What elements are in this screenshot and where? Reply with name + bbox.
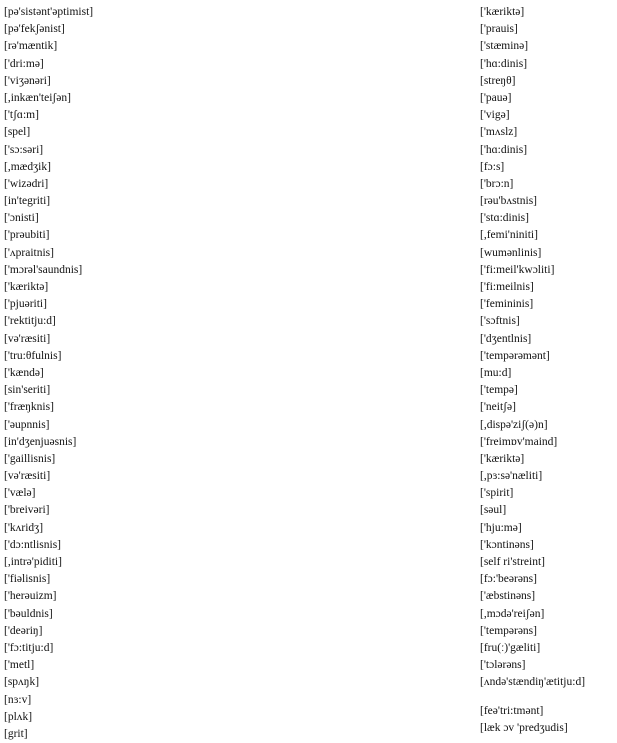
phonetic-entry: [,intrə'piditi]: [4, 556, 62, 568]
phonetic-entry: [və'ræsiti]: [4, 332, 51, 345]
phonetic-entry: [self ri'streint]: [480, 556, 545, 568]
phonetic-entry: [feə'tri:tmənt]: [480, 704, 544, 717]
phonetic-entry: ['hju:mə]: [480, 521, 522, 534]
phonetic-entry: ['herəuizm]: [4, 590, 57, 603]
left-phonetic-column: [4, 4, 93, 743]
phonetic-entry: ['stæminə]: [480, 40, 529, 53]
phonetic-entry: [nɜ:v]: [4, 693, 32, 706]
phonetic-entry: ['prauis]: [480, 23, 518, 36]
right-phonetic-column: [480, 4, 585, 737]
phonetic-entry: [spʌŋk]: [4, 676, 40, 689]
phonetic-entry: [səul]: [480, 504, 507, 517]
phonetic-entry: ['fiəlisnis]: [4, 573, 51, 586]
phonetic-entry: ['sɔ:səri]: [4, 143, 44, 156]
phonetic-entry: ['prəubiti]: [4, 229, 50, 242]
phonetic-entry: ['hɑ:dinis]: [480, 57, 528, 70]
phonetic-entry: ['deəriŋ]: [4, 624, 43, 637]
phonetic-entry: [,mædʒik]: [4, 160, 51, 173]
phonetic-entry: ['sɔftnis]: [480, 315, 520, 328]
phonetic-entry: ['spirit]: [480, 487, 514, 500]
phonetic-entry: [,pɜ:sə'næliti]: [480, 470, 543, 483]
phonetic-entry: ['dʒentlnis]: [480, 332, 532, 345]
column-gap: [480, 692, 585, 703]
phonetic-entry: ['tempərəmənt]: [480, 349, 550, 362]
phonetic-entry: ['mɔrəl'saundnis]: [4, 263, 83, 276]
phonetic-entry: ['wizədri]: [4, 177, 49, 190]
phonetic-entry: ['neitʃə]: [480, 401, 516, 414]
phonetic-entry: ['dri:mə]: [4, 57, 44, 70]
phonetic-entry: ['brɔ:n]: [480, 177, 514, 190]
phonetic-entry: [mu:d]: [480, 366, 512, 379]
phonetic-entry: ['ʌpraitnis]: [4, 246, 54, 259]
phonetic-entry: ['tru:θfulnis]: [4, 349, 62, 362]
phonetic-entry: ['kɔntinəns]: [480, 538, 534, 551]
phonetic-entry: [pə'fekʃənist]: [4, 23, 65, 36]
phonetic-entry: ['metl]: [4, 659, 35, 672]
phonetic-entry: ['tʃɑ:m]: [4, 109, 39, 122]
phonetic-entry: ['kʌridʒ]: [4, 521, 44, 534]
phonetic-entry: ['bəuldnis]: [4, 607, 53, 620]
phonetic-entry: [rəu'bʌstnis]: [480, 195, 538, 208]
phonetic-entry: ['breivəri]: [4, 504, 50, 517]
phonetic-entry: ['kæriktə]: [480, 6, 525, 18]
phonetic-entry: [in'tegriti]: [4, 195, 51, 208]
phonetic-entry: [,femi'niniti]: [480, 229, 538, 242]
phonetic-entry: ['tempə]: [480, 384, 518, 397]
phonetic-entry: ['fræŋknis]: [4, 401, 54, 414]
phonetic-entry: [fru(ː)'gæliti]: [480, 641, 541, 654]
phonetic-entry: [,mɔdə'reiʃən]: [480, 607, 545, 620]
phonetic-entry: ['æbstinəns]: [480, 590, 536, 603]
phonetic-entry: ['fi:meilnis]: [480, 281, 534, 293]
phonetic-entry: ['əupnnis]: [4, 418, 50, 431]
phonetic-entry: [grit]: [4, 727, 28, 740]
phonetic-entry: [spel]: [4, 126, 31, 139]
phonetic-entry: [pə'sistənt'əptimist]: [4, 6, 94, 18]
phonetic-entry: ['kæriktə]: [480, 452, 525, 465]
phonetic-entry: [ʌndə'stændiŋ'ætitju:d]: [480, 676, 586, 689]
phonetic-entry: ['femininis]: [480, 298, 534, 311]
phonetic-entry: ['vælə]: [4, 487, 36, 500]
phonetic-entry: [wumənlinis]: [480, 246, 542, 259]
phonetic-entry: [streŋθ]: [480, 74, 516, 87]
phonetic-entry: ['ɔnisti]: [4, 212, 39, 225]
phonetic-entry: ['gaillisnis]: [4, 452, 56, 465]
phonetic-entry: [rə'mæntik]: [4, 40, 58, 53]
phonetic-entry: ['viʒənəri]: [4, 74, 51, 87]
phonetic-entry: ['vigə]: [480, 109, 510, 122]
phonetic-entry: [fɔ:s]: [480, 160, 505, 173]
phonetic-entry: ['hɑ:dinis]: [480, 143, 528, 156]
phonetic-entry: ['mʌslz]: [480, 126, 518, 139]
phonetic-entry: ['stɑ:dinis]: [480, 212, 529, 225]
phonetic-entry: ['kændə]: [4, 366, 44, 379]
phonetic-entry: [sin'seriti]: [4, 384, 51, 397]
phonetic-entry: [fɔ:'beərəns]: [480, 573, 537, 586]
phonetic-entry: ['tɔlərəns]: [480, 659, 526, 672]
phonetic-entry: [,dispə'ziʃ(ə)n]: [480, 418, 548, 431]
phonetic-entry: ['tempərəns]: [480, 624, 537, 637]
phonetic-entry: ['pauə]: [480, 91, 512, 104]
phonetic-entry: ['rektitju:d]: [4, 315, 56, 328]
phonetic-entry: [læk ɔv 'predʒudis]: [480, 721, 568, 734]
phonetic-entry: ['freimɒv'maind]: [480, 435, 558, 448]
phonetic-entry: ['dɔ:ntlisnis]: [4, 538, 62, 551]
phonetic-entry: [plʌk]: [4, 710, 33, 723]
phonetic-entry: ['fɔ:titju:d]: [4, 641, 54, 654]
phonetic-entry: [və'ræsiti]: [4, 470, 51, 483]
phonetic-entry: ['pjuəriti]: [4, 298, 47, 311]
phonetic-entry: [,inkæn'teiʃən]: [4, 91, 71, 104]
phonetic-entry: ['fi:meil'kwɔliti]: [480, 263, 555, 276]
phonetic-entry: [in'dʒenjuəsnis]: [4, 435, 77, 448]
phonetic-entry: ['kæriktə]: [4, 281, 49, 293]
